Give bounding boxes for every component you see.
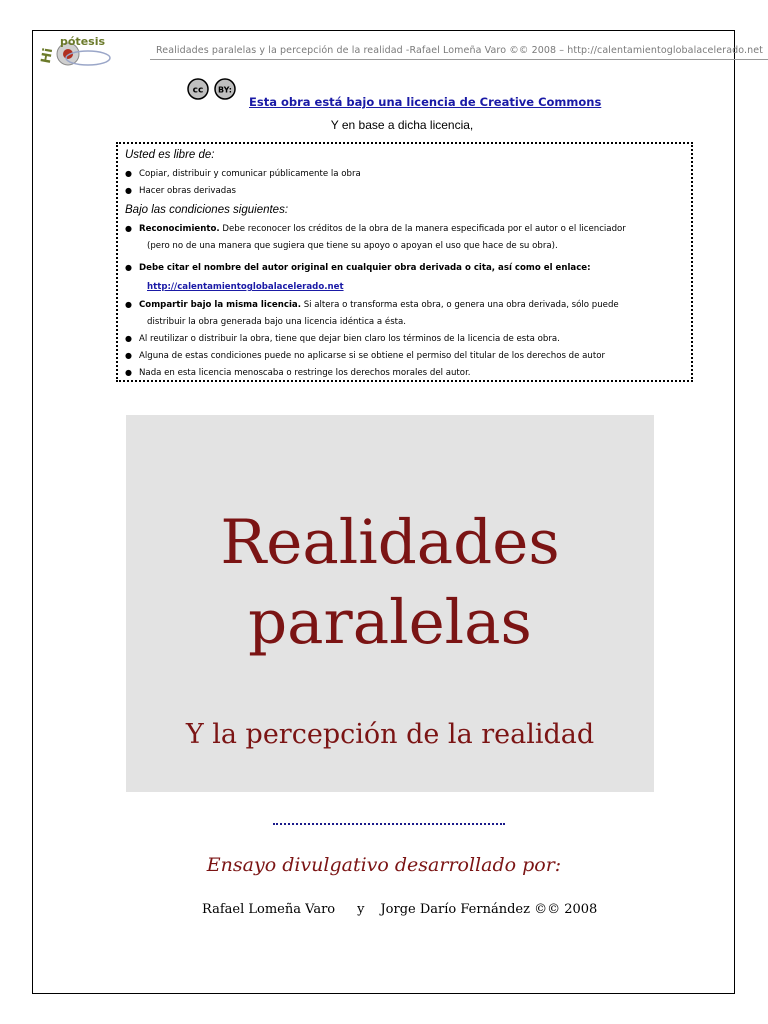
header-rule	[150, 59, 768, 60]
bullet-icon: ●	[125, 169, 132, 178]
cc-icon: cc	[192, 85, 204, 96]
essay-label: Ensayo divulgativo desarrollado por:	[206, 854, 562, 876]
license-terms-box	[116, 142, 693, 382]
author-separator: y	[357, 902, 365, 917]
bullet-icon: ●	[125, 334, 132, 343]
bullet-icon: ●	[125, 224, 132, 233]
license-link[interactable]: Esta obra está bajo una licencia de Creative Commons	[249, 95, 602, 109]
cite-url-link[interactable]: http://calentamientoglobalacelerado.net	[147, 282, 344, 292]
license-intro-text: Y en base a dicha licencia,	[330, 118, 474, 132]
condition-waiver: ● Alguna de estas condiciones puede no aplicarse si se obtiene el permiso del titular de los derechos de autor	[125, 351, 606, 361]
condition-cite: ● Debe citar el nombre del autor original en cualquier obra derivada o cita, así como el enlace:	[125, 263, 591, 273]
authors-line	[202, 902, 597, 917]
author-2: Jorge Darío Fernández ©© 2008	[380, 902, 598, 917]
author-1: Rafael Lomeña Varo	[202, 902, 336, 917]
bullet-icon: ●	[125, 186, 132, 195]
creative-commons-badge[interactable]	[185, 78, 241, 100]
bullet-icon: ●	[125, 300, 132, 309]
condition-sharealike-cont: distribuir la obra generada bajo una licencia idéntica a ésta.	[147, 317, 407, 327]
svg-text:Hi: Hi	[38, 46, 57, 65]
free-item: ● Hacer obras derivadas	[125, 186, 236, 196]
subtitle: Y la percepción de la realidad	[185, 719, 595, 750]
bullet-icon: ●	[125, 368, 132, 377]
dotted-divider	[273, 823, 505, 825]
conditions-heading: Bajo las condiciones siguientes:	[125, 204, 289, 216]
hipotesis-logo	[38, 32, 118, 68]
condition-moral-rights: ● Nada en esta licencia menoscaba o restringe los derechos morales del autor.	[125, 368, 471, 378]
title-panel	[126, 415, 654, 792]
title-line-2: paralelas	[248, 587, 532, 658]
free-heading: Usted es libre de:	[125, 149, 215, 161]
license-intro	[0, 118, 768, 132]
title-line-1: Realidades	[220, 507, 560, 578]
by-icon: BY:	[218, 85, 232, 95]
condition-sharealike: ● Compartir bajo la misma licencia. Si altera o transforma esta obra, o genera una obra derivada, sólo puede	[125, 300, 619, 310]
bullet-icon: ●	[125, 263, 132, 272]
bullet-icon: ●	[125, 351, 132, 360]
running-header-text: Realidades paralelas y la percepción de la realidad -Rafael Lomeña Varo ©© 2008 – http://calentamientoglobalacelerado.net	[156, 45, 763, 56]
page-header	[38, 32, 763, 66]
condition-attribution: ● Reconocimiento. Debe reconocer los créditos de la obra de la manera especificada por el autor o el licenciador	[125, 224, 626, 234]
condition-reuse: ● Al reutilizar o distribuir la obra, tiene que dejar bien claro los términos de la licencia de esta obra.	[125, 334, 560, 344]
free-item: ● Copiar, distribuir y comunicar públicamente la obra	[125, 169, 361, 179]
svg-text:pótesis: pótesis	[60, 35, 106, 48]
condition-attribution-cont: (pero no de una manera que sugiera que tiene su apoyo o apoyan el uso que hace de su obra).	[147, 241, 558, 251]
